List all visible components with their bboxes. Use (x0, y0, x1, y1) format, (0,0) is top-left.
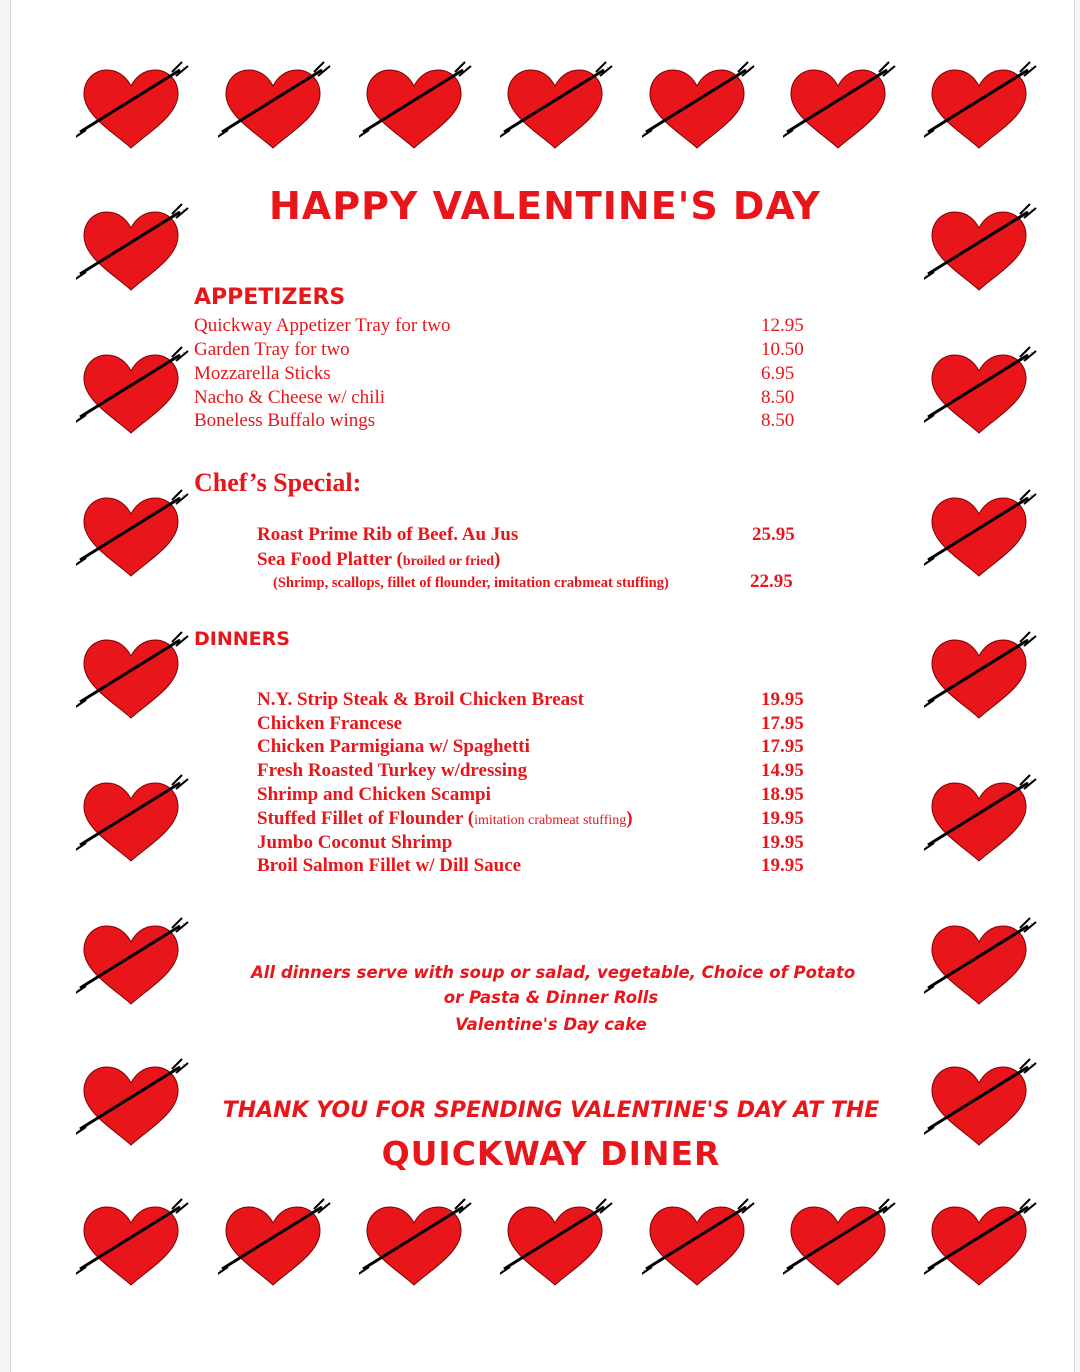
item-price: 19.95 (761, 855, 804, 876)
item-price: 8.50 (761, 410, 795, 431)
item-name: Boneless Buffalo wings (194, 410, 376, 431)
list-item: N.Y. Strip Steak & Broil Chicken Breast (257, 689, 584, 710)
chef-special-heading: Chef’s Special: (194, 468, 362, 497)
heart-with-arrow-icon (500, 58, 620, 158)
dinner-note-line-3: Valentine's Day cake (455, 1015, 647, 1034)
heart-with-arrow-icon (924, 343, 1044, 443)
list-item: Jumbo Coconut Shrimp (257, 832, 453, 853)
heart-with-arrow-icon (500, 1195, 620, 1295)
chef-item-price: 25.95 (752, 524, 795, 545)
item-note: imitation crabmeat stuffing (474, 813, 627, 828)
heart-with-arrow-icon (76, 58, 196, 158)
heart-with-arrow-icon (76, 628, 196, 728)
heart-with-arrow-icon (924, 771, 1044, 871)
chef-item-price: 22.95 (750, 571, 793, 592)
diner-name: QUICKWAY DINER (381, 1134, 721, 1173)
heart-with-arrow-icon (924, 486, 1044, 586)
item-price: 6.95 (761, 363, 795, 384)
item-price: 10.50 (761, 339, 804, 360)
item-name: Nacho & Cheese w/ chili (194, 387, 386, 408)
list-item: Broil Salmon Fillet w/ Dill Sauce (257, 855, 522, 876)
chef-item-name: Sea Food Platter (broiled or fried) (257, 549, 501, 570)
heart-with-arrow-icon (76, 1195, 196, 1295)
menu-page (10, 0, 1075, 1372)
heart-with-arrow-icon (924, 200, 1044, 300)
heart-with-arrow-icon (76, 200, 196, 300)
heart-with-arrow-icon (76, 343, 196, 443)
list-item (194, 315, 450, 337)
heart-with-arrow-icon (218, 1195, 338, 1295)
heart-with-arrow-icon (924, 1055, 1044, 1155)
heart-with-arrow-icon (783, 1195, 903, 1295)
heart-with-arrow-icon (218, 58, 338, 158)
dinner-note-line-2: or Pasta & Dinner Rolls (443, 988, 659, 1007)
item-price: 19.95 (761, 832, 804, 853)
heart-with-arrow-icon (76, 486, 196, 586)
list-item (194, 410, 375, 432)
heart-with-arrow-icon (783, 58, 903, 158)
item-name: Quickway Appetizer Tray for two (194, 315, 451, 336)
page-title: HAPPY VALENTINE'S DAY (269, 184, 821, 228)
heart-with-arrow-icon (359, 1195, 479, 1295)
heart-with-arrow-icon (924, 628, 1044, 728)
thank-you-text: THANK YOU FOR SPENDING VALENTINE'S DAY AT THE (222, 1098, 880, 1123)
list-item: Shrimp and Chicken Scampi (257, 784, 491, 805)
item-price: 19.95 (761, 689, 804, 710)
chef-item-detail: (Shrimp, scallops, fillet of flounder, imitation crabmeat stuffing) (273, 575, 669, 591)
list-item (194, 339, 350, 361)
item-price: 17.95 (761, 713, 804, 734)
item-price: 19.95 (761, 808, 804, 829)
item-name: Mozzarella Sticks (194, 363, 331, 384)
heart-with-arrow-icon (924, 914, 1044, 1014)
item-price: 14.95 (761, 760, 804, 781)
appetizers-heading: APPETIZERS (194, 285, 346, 310)
heart-with-arrow-icon (359, 58, 479, 158)
list-item: Stuffed Fillet of Flounder (imitation crabmeat stuffing) (257, 808, 633, 829)
item-price: 18.95 (761, 784, 804, 805)
item-name: Garden Tray for two (194, 339, 350, 360)
dinners-heading: DINNERS (194, 628, 290, 650)
list-item (194, 363, 331, 385)
chef-item-name: Roast Prime Rib of Beef. Au Jus (257, 524, 519, 545)
item-price: 8.50 (761, 387, 795, 408)
item-price: 17.95 (761, 736, 804, 757)
heart-with-arrow-icon (76, 914, 196, 1014)
heart-with-arrow-icon (924, 58, 1044, 158)
list-item: Chicken Parmigiana w/ Spaghetti (257, 736, 530, 757)
dinner-note-line-1: All dinners serve with soup or salad, vegetable, Choice of Potato (251, 963, 856, 982)
heart-with-arrow-icon (76, 771, 196, 871)
item-note: broiled or fried (402, 554, 495, 569)
list-item: Fresh Roasted Turkey w/dressing (257, 760, 528, 781)
heart-with-arrow-icon (642, 58, 762, 158)
list-item: Chicken Francese (257, 713, 403, 734)
heart-with-arrow-icon (642, 1195, 762, 1295)
heart-with-arrow-icon (924, 1195, 1044, 1295)
list-item (194, 387, 385, 409)
item-price: 12.95 (761, 315, 804, 336)
